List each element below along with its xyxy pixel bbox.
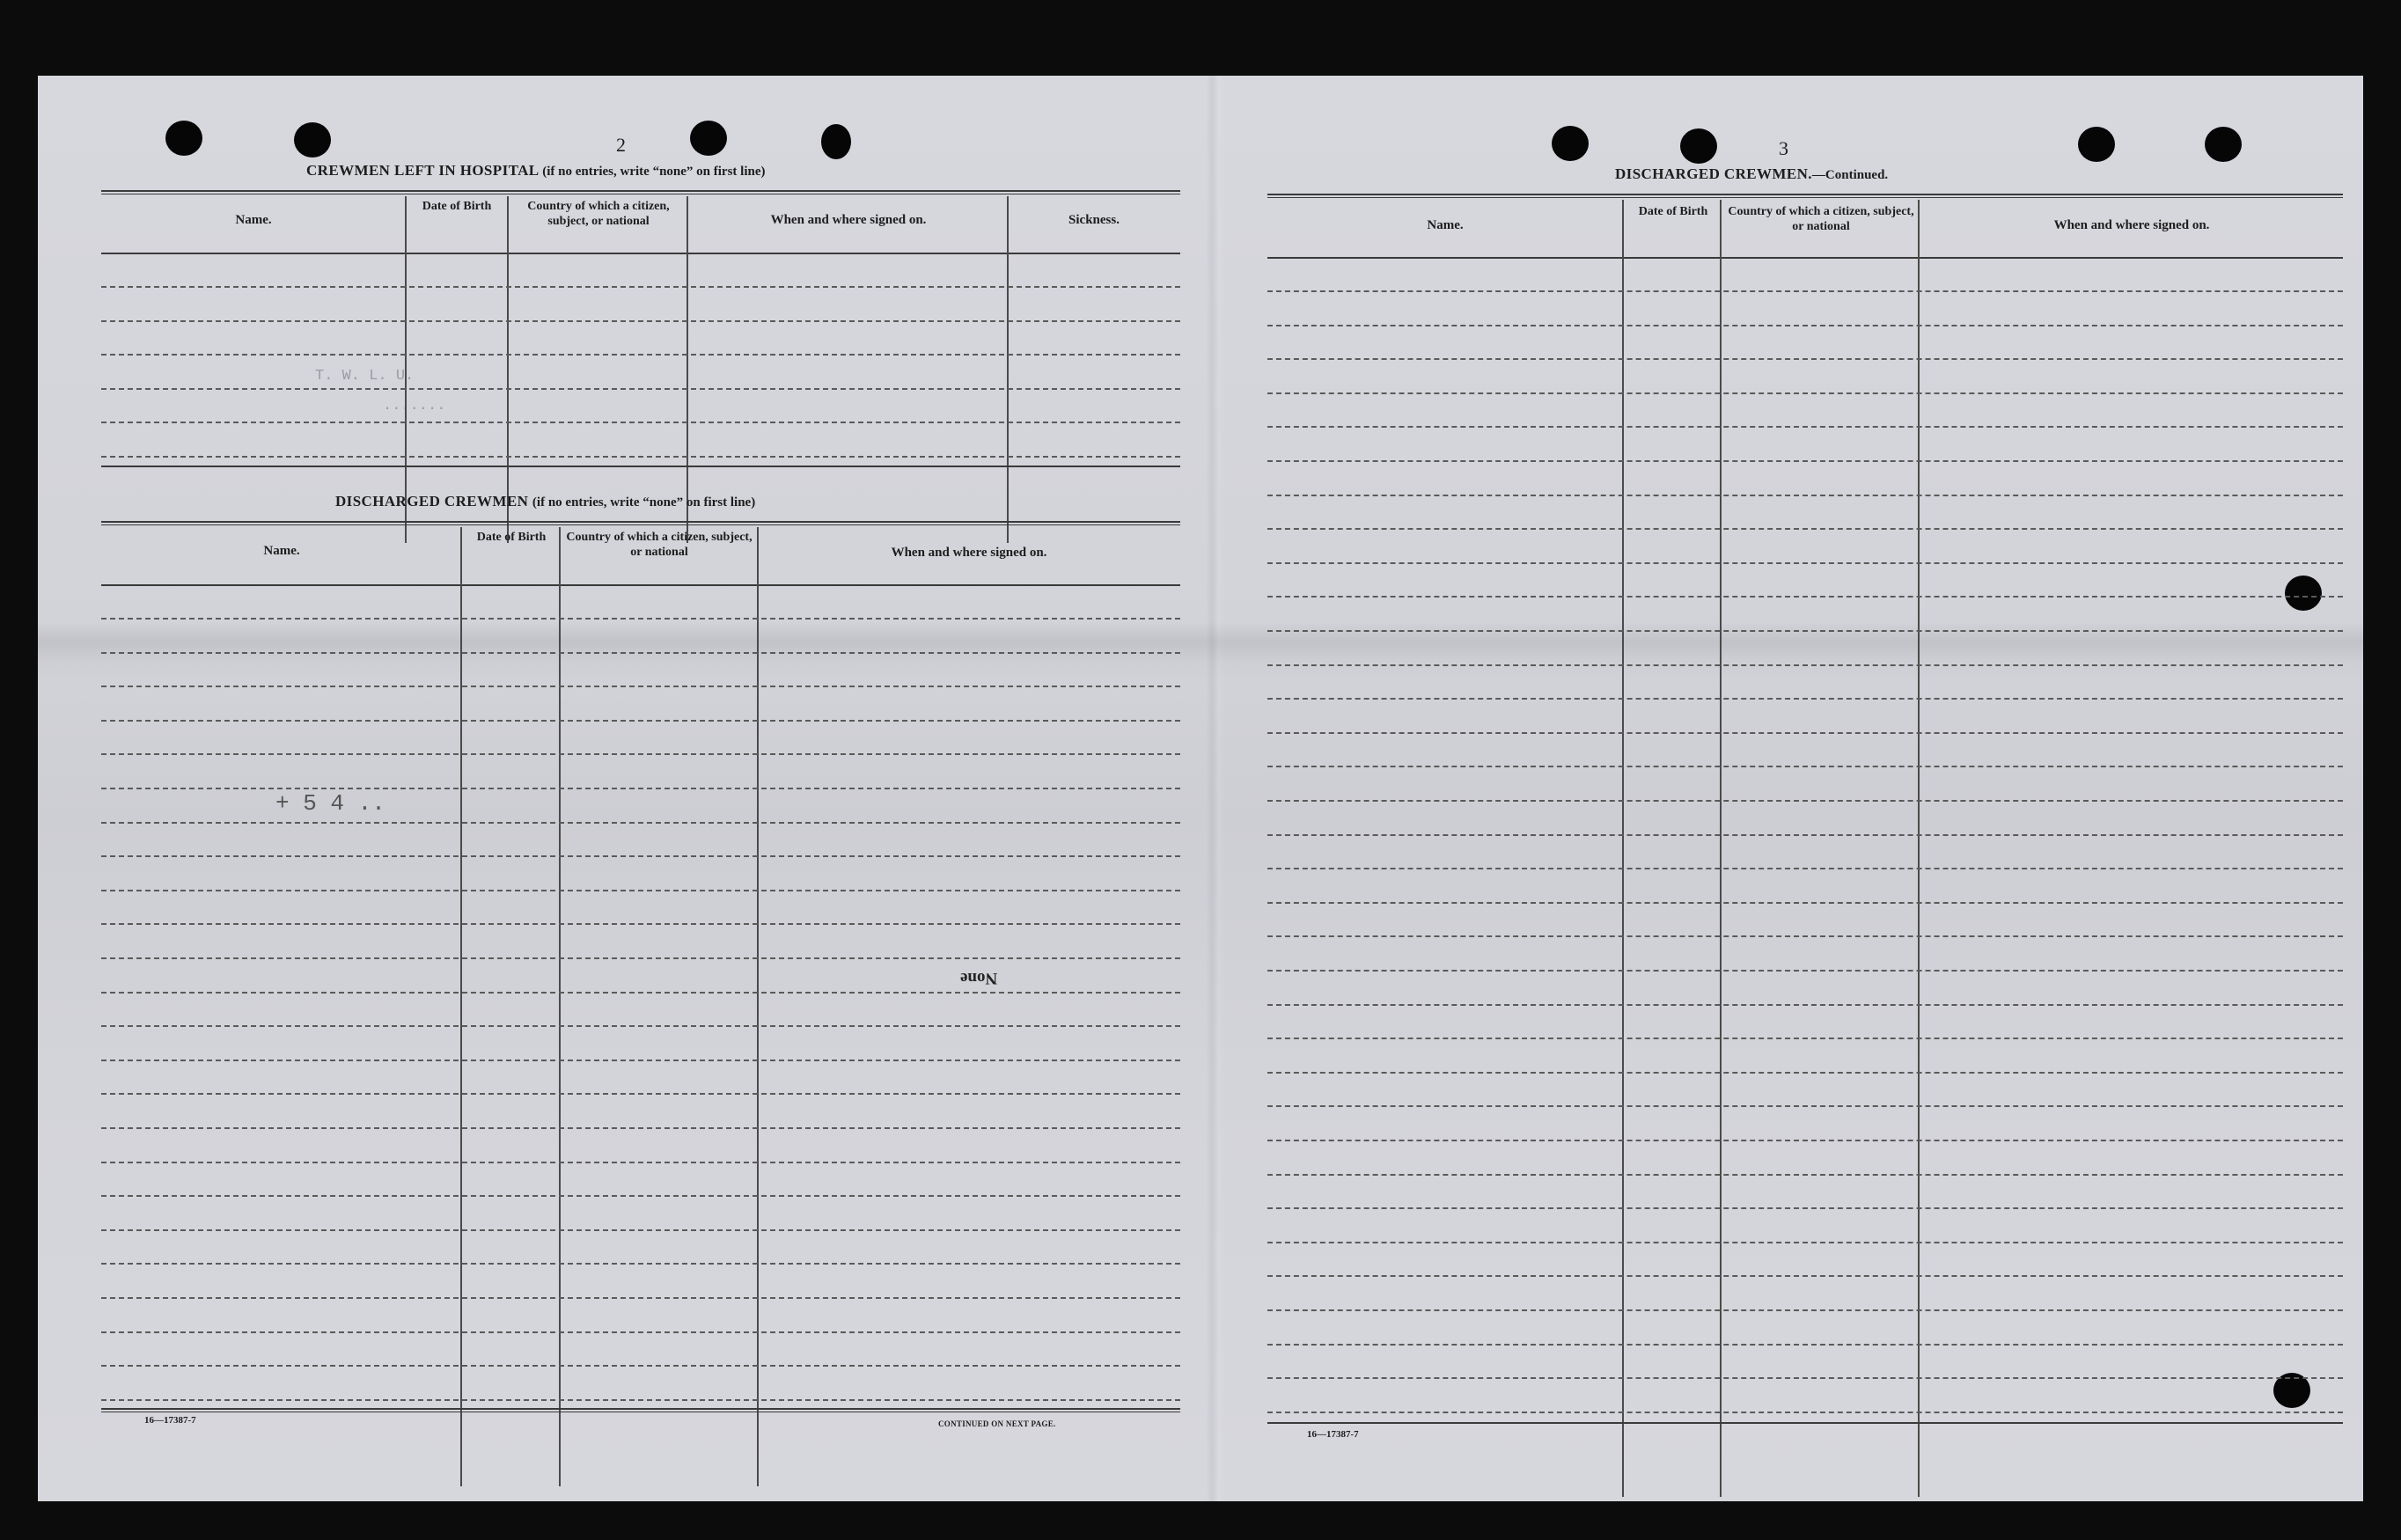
right-bottom-rule [1267,1422,2343,1424]
bleed-through-text: + 5 4 .. [275,790,385,817]
discharged-col-name: Name. [263,544,300,558]
column-divider [559,527,561,1486]
column-divider [460,527,462,1486]
discharged-col-dob: Date of Birth [476,531,547,544]
punch-hole [294,122,331,158]
ruled-line [101,1229,1180,1231]
ruled-line [101,822,1180,824]
hospital-header-rule [101,253,1180,254]
ruled-line [1267,1072,2343,1074]
ruled-line [101,1399,1180,1401]
ruled-line [1267,562,2343,564]
ruled-line [101,855,1180,857]
hospital-col-dob: Date of Birth [422,200,492,213]
punch-hole [2078,127,2115,162]
bleed-through-text: ....... [383,398,446,414]
right-col-name: Name. [1427,218,1464,232]
form-number: 16—17387-7 [1307,1429,1359,1440]
hospital-title-text: CREWMEN LEFT IN HOSPITAL [306,162,539,179]
ruled-line [1267,528,2343,530]
ruled-line [1267,935,2343,937]
ruled-line [1267,290,2343,292]
discharged-col-signed-on: When and where signed on. [891,546,1047,560]
discharged-title-text: DISCHARGED CREWMEN [335,493,529,510]
ruled-line [101,1263,1180,1265]
ruled-line [101,388,1180,390]
ruled-line [1267,1004,2343,1006]
discharged-section-title [335,493,755,510]
discharged-top-rule [101,521,1180,525]
ruled-line [1267,970,2343,972]
ruled-line [101,1162,1180,1163]
hospital-col-signed-on: When and where signed on. [770,213,927,227]
punch-hole [2205,127,2242,162]
column-divider [405,196,407,543]
ruled-line [101,456,1180,458]
column-divider [757,527,759,1486]
ruled-line [1267,630,2343,632]
punch-hole [821,124,851,159]
ruled-line [101,1093,1180,1095]
ruled-line [1267,1174,2343,1176]
hospital-col-sickness: Sickness. [1068,213,1120,227]
ruled-line [101,1060,1180,1061]
ruled-line [101,1025,1180,1027]
ruled-line [101,686,1180,687]
column-divider [1720,200,1722,1497]
ruled-line [1267,902,2343,904]
ruled-line [1267,698,2343,700]
right-col-country: Country of which a citizen, subject, or national [1728,205,1914,233]
ruled-line [101,286,1180,288]
ruled-line [101,957,1180,959]
ruled-line [1267,868,2343,869]
ruled-line [101,320,1180,322]
bleed-through-text: T. W. L. U. [315,368,415,385]
ruled-line [1267,1038,2343,1039]
ruled-line [101,753,1180,755]
hospital-title-note: (if no entries, write “none” on first line) [542,165,766,179]
ruled-line [1267,460,2343,462]
column-divider [507,196,509,543]
document-sheet [38,76,2363,1501]
ruled-line [1267,1207,2343,1209]
ruled-line [101,1331,1180,1333]
ruled-line [1267,1242,2343,1243]
punch-hole [1680,128,1717,164]
ruled-line [101,354,1180,356]
discharged-title-note: (if no entries, write “none” on first line) [532,495,756,510]
discharged-bottom-rule [101,1408,1180,1412]
punch-hole [165,121,202,156]
ruled-line [101,652,1180,654]
discharged-header-rule [101,584,1180,586]
right-section-title [1615,165,1888,183]
ruled-line [1267,325,2343,326]
hospital-top-rule [101,190,1180,194]
continued-note: CONTINUED ON NEXT PAGE. [938,1419,1056,1428]
hospital-col-country: Country of which a citizen, subject, or national [527,200,670,228]
column-divider [687,196,688,543]
punch-hole [690,121,727,156]
hospital-section-title [306,162,766,180]
right-title-suffix: —Continued. [1811,168,1889,182]
ruled-line [1267,800,2343,802]
ruled-line [1267,392,2343,394]
ruled-line [101,890,1180,891]
ruled-line [1267,495,2343,496]
punch-hole [2285,576,2322,611]
ruled-line [1267,664,2343,666]
right-col-signed-on: When and where signed on. [2053,218,2210,232]
column-divider [1622,200,1624,1497]
ruled-line [101,923,1180,925]
ruled-line [101,422,1180,423]
column-divider [1007,196,1009,543]
page-number: 3 [1779,137,1788,159]
ruled-line [1267,834,2343,836]
none-stamp: None [960,969,998,987]
ruled-line [101,720,1180,722]
hospital-bottom-rule [101,466,1180,467]
ruled-line [101,618,1180,620]
punch-hole [1552,126,1589,161]
ruled-line [1267,1344,2343,1346]
ruled-line [1267,766,2343,767]
ruled-line [1267,1275,2343,1277]
ruled-line [1267,1309,2343,1311]
vertical-fold [1206,76,1225,1501]
right-top-rule [1267,194,2343,198]
ruled-line [1267,1140,2343,1141]
ruled-line [1267,426,2343,428]
ruled-line [1267,1105,2343,1107]
ruled-line [101,1195,1180,1197]
ruled-line [101,1297,1180,1299]
page-number: 2 [616,134,626,156]
right-col-dob: Date of Birth [1638,205,1708,218]
ruled-line [101,1365,1180,1367]
ruled-line [1267,1377,2343,1379]
ruled-line [1267,596,2343,598]
ruled-line [1267,358,2343,360]
column-divider [1918,200,1920,1497]
ruled-line [101,788,1180,789]
right-header-rule [1267,257,2343,259]
ruled-line [1267,1412,2343,1413]
ruled-line [101,1127,1180,1129]
discharged-col-country: Country of which a citizen, subject, or national [566,531,753,559]
form-number: 16—17387-7 [144,1415,196,1426]
hospital-col-name: Name. [235,213,272,227]
right-title-text: DISCHARGED CREWMEN. [1615,165,1812,182]
ruled-line [101,992,1180,994]
ruled-line [1267,732,2343,734]
